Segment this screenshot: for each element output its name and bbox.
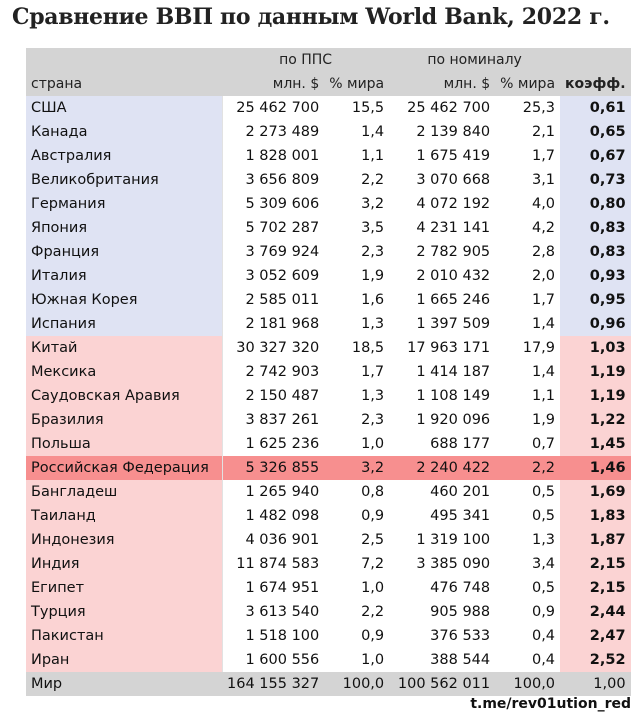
cell-nom-share: 17,9: [495, 336, 560, 360]
table-row: [26, 552, 631, 576]
cell-country: Великобритания: [26, 168, 222, 192]
table-row: [26, 360, 631, 384]
cell-nom-share: 1,9: [495, 408, 560, 432]
cell-ppp-musd: 2 181 968: [222, 312, 324, 336]
table-row: [26, 168, 631, 192]
cell-country: Турция: [26, 600, 222, 624]
cell-country: Франция: [26, 240, 222, 264]
cell-country: Пакистан: [26, 624, 222, 648]
cell-coef: 1,19: [560, 384, 631, 408]
cell-nom-musd: 2 240 422: [389, 456, 495, 480]
cell-coef: 0,80: [560, 192, 631, 216]
cell-nom-share: 0,5: [495, 504, 560, 528]
header-blank: [26, 48, 222, 72]
table-row: [26, 120, 631, 144]
cell-nom-musd: 1 665 246: [389, 288, 495, 312]
cell-coef: 0,93: [560, 264, 631, 288]
cell-nom-share: 25,3: [495, 96, 560, 120]
table-row: [26, 312, 631, 336]
cell-country: Индонезия: [26, 528, 222, 552]
cell-ppp-share: 2,2: [324, 600, 389, 624]
header-group-nominal: по номиналу: [389, 48, 560, 72]
header-column-row: [26, 72, 631, 96]
cell-ppp-share: 1,4: [324, 120, 389, 144]
cell-country: Южная Корея: [26, 288, 222, 312]
cell-nom-musd: 2 010 432: [389, 264, 495, 288]
cell-nom-musd: 1 920 096: [389, 408, 495, 432]
cell-nom-share: 0,7: [495, 432, 560, 456]
cell-country: Саудовская Аравия: [26, 384, 222, 408]
cell-nom-musd: 495 341: [389, 504, 495, 528]
table-row: [26, 600, 631, 624]
cell-ppp-musd: 30 327 320: [222, 336, 324, 360]
cell-coef: 1,22: [560, 408, 631, 432]
total-cell-ppp-musd: 164 155 327: [222, 672, 324, 696]
cell-ppp-musd: 1 518 100: [222, 624, 324, 648]
cell-nom-musd: 1 108 149: [389, 384, 495, 408]
cell-ppp-share: 1,0: [324, 432, 389, 456]
header-nom-musd: млн. $: [389, 72, 495, 96]
cell-coef: 0,95: [560, 288, 631, 312]
cell-nom-share: 4,2: [495, 216, 560, 240]
credit-link: t.me/rev01ution_red: [470, 696, 631, 712]
cell-ppp-musd: 5 326 855: [222, 456, 324, 480]
cell-nom-musd: 388 544: [389, 648, 495, 672]
cell-country: Польша: [26, 432, 222, 456]
cell-coef: 1,83: [560, 504, 631, 528]
cell-ppp-share: 2,3: [324, 240, 389, 264]
cell-nom-share: 2,1: [495, 120, 560, 144]
cell-coef: 2,15: [560, 576, 631, 600]
cell-country: Мексика: [26, 360, 222, 384]
cell-ppp-musd: 5 309 606: [222, 192, 324, 216]
total-cell-nom-musd: 100 562 011: [389, 672, 495, 696]
cell-country: Иран: [26, 648, 222, 672]
cell-ppp-musd: 2 150 487: [222, 384, 324, 408]
cell-ppp-share: 1,9: [324, 264, 389, 288]
cell-nom-musd: 460 201: [389, 480, 495, 504]
cell-country: Таиланд: [26, 504, 222, 528]
cell-ppp-share: 2,3: [324, 408, 389, 432]
cell-nom-musd: 3 070 668: [389, 168, 495, 192]
cell-ppp-share: 2,5: [324, 528, 389, 552]
table-row: [26, 504, 631, 528]
cell-ppp-share: 15,5: [324, 96, 389, 120]
cell-country: Индия: [26, 552, 222, 576]
cell-ppp-share: 3,2: [324, 456, 389, 480]
cell-nom-share: 1,3: [495, 528, 560, 552]
cell-nom-share: 1,4: [495, 312, 560, 336]
cell-country: Китай: [26, 336, 222, 360]
cell-coef: 0,67: [560, 144, 631, 168]
cell-ppp-musd: 3 656 809: [222, 168, 324, 192]
cell-country: Германия: [26, 192, 222, 216]
cell-nom-musd: 17 963 171: [389, 336, 495, 360]
cell-country: Египет: [26, 576, 222, 600]
cell-country: Япония: [26, 216, 222, 240]
header-group-row: [26, 48, 631, 72]
cell-ppp-musd: 5 702 287: [222, 216, 324, 240]
cell-nom-musd: 2 139 840: [389, 120, 495, 144]
cell-ppp-musd: 2 273 489: [222, 120, 324, 144]
header-coef: коэфф.: [560, 72, 631, 96]
cell-ppp-musd: 1 828 001: [222, 144, 324, 168]
cell-ppp-share: 1,0: [324, 576, 389, 600]
cell-nom-musd: 476 748: [389, 576, 495, 600]
table-row: [26, 648, 631, 672]
table-row: [26, 240, 631, 264]
cell-coef: 0,83: [560, 216, 631, 240]
total-cell-ppp-share: 100,0: [324, 672, 389, 696]
cell-ppp-share: 3,5: [324, 216, 389, 240]
cell-ppp-musd: 11 874 583: [222, 552, 324, 576]
cell-coef: 0,65: [560, 120, 631, 144]
header-ppp-share: % мира: [324, 72, 389, 96]
cell-ppp-musd: 3 052 609: [222, 264, 324, 288]
cell-ppp-share: 0,9: [324, 624, 389, 648]
cell-coef: 1,03: [560, 336, 631, 360]
total-cell-nom-share: 100,0: [495, 672, 560, 696]
cell-ppp-share: 7,2: [324, 552, 389, 576]
cell-nom-share: 2,0: [495, 264, 560, 288]
cell-nom-share: 1,1: [495, 384, 560, 408]
cell-nom-share: 0,4: [495, 648, 560, 672]
cell-nom-musd: 4 072 192: [389, 192, 495, 216]
cell-nom-share: 3,1: [495, 168, 560, 192]
cell-ppp-musd: 1 600 556: [222, 648, 324, 672]
cell-nom-share: 0,9: [495, 600, 560, 624]
cell-nom-share: 1,7: [495, 144, 560, 168]
cell-coef: 2,52: [560, 648, 631, 672]
cell-ppp-share: 1,7: [324, 360, 389, 384]
table-row: [26, 336, 631, 360]
cell-ppp-musd: 1 265 940: [222, 480, 324, 504]
table-row: [26, 432, 631, 456]
cell-nom-share: 4,0: [495, 192, 560, 216]
cell-ppp-musd: 3 769 924: [222, 240, 324, 264]
cell-coef: 0,73: [560, 168, 631, 192]
cell-nom-musd: 1 414 187: [389, 360, 495, 384]
table-row: [26, 528, 631, 552]
cell-nom-musd: 905 988: [389, 600, 495, 624]
header-nom-share: % мира: [495, 72, 560, 96]
cell-country: США: [26, 96, 222, 120]
cell-nom-share: 1,7: [495, 288, 560, 312]
cell-nom-musd: 2 782 905: [389, 240, 495, 264]
cell-nom-musd: 1 319 100: [389, 528, 495, 552]
cell-ppp-share: 3,2: [324, 192, 389, 216]
cell-ppp-share: 18,5: [324, 336, 389, 360]
cell-ppp-musd: 1 625 236: [222, 432, 324, 456]
cell-ppp-musd: 2 742 903: [222, 360, 324, 384]
cell-country: Италия: [26, 264, 222, 288]
table-row: [26, 408, 631, 432]
cell-ppp-share: 1,1: [324, 144, 389, 168]
cell-ppp-musd: 1 482 098: [222, 504, 324, 528]
cell-ppp-musd: 25 462 700: [222, 96, 324, 120]
total-row: [26, 672, 631, 696]
cell-country: Испания: [26, 312, 222, 336]
header-country: страна: [26, 72, 222, 96]
cell-country: Австралия: [26, 144, 222, 168]
cell-nom-musd: 1 397 509: [389, 312, 495, 336]
cell-ppp-musd: 3 837 261: [222, 408, 324, 432]
cell-ppp-musd: 3 613 540: [222, 600, 324, 624]
cell-coef: 2,44: [560, 600, 631, 624]
cell-ppp-musd: 1 674 951: [222, 576, 324, 600]
gdp-table: [26, 48, 631, 696]
cell-nom-musd: 376 533: [389, 624, 495, 648]
table-row: [26, 624, 631, 648]
table-row: [26, 480, 631, 504]
table-row: [26, 576, 631, 600]
cell-nom-musd: 4 231 141: [389, 216, 495, 240]
cell-coef: 2,15: [560, 552, 631, 576]
cell-coef: 1,87: [560, 528, 631, 552]
cell-coef: 0,83: [560, 240, 631, 264]
cell-ppp-share: 1,3: [324, 384, 389, 408]
header-ppp-musd: млн. $: [222, 72, 324, 96]
cell-ppp-share: 1,0: [324, 648, 389, 672]
cell-ppp-share: 1,6: [324, 288, 389, 312]
cell-nom-share: 0,5: [495, 576, 560, 600]
table-row: [26, 192, 631, 216]
table-row: [26, 264, 631, 288]
cell-nom-share: 2,8: [495, 240, 560, 264]
cell-country: Канада: [26, 120, 222, 144]
cell-nom-musd: 1 675 419: [389, 144, 495, 168]
table-row: [26, 288, 631, 312]
cell-ppp-share: 2,2: [324, 168, 389, 192]
cell-ppp-musd: 2 585 011: [222, 288, 324, 312]
cell-nom-share: 3,4: [495, 552, 560, 576]
cell-coef: 1,46: [560, 456, 631, 480]
table-row: [26, 216, 631, 240]
table-row: [26, 144, 631, 168]
cell-ppp-musd: 4 036 901: [222, 528, 324, 552]
cell-coef: 0,96: [560, 312, 631, 336]
cell-country: Бангладеш: [26, 480, 222, 504]
cell-ppp-share: 1,3: [324, 312, 389, 336]
table-row: [26, 384, 631, 408]
cell-nom-musd: 25 462 700: [389, 96, 495, 120]
cell-ppp-share: 0,9: [324, 504, 389, 528]
cell-nom-share: 0,4: [495, 624, 560, 648]
table-row: [26, 456, 631, 480]
cell-nom-share: 2,2: [495, 456, 560, 480]
cell-nom-share: 1,4: [495, 360, 560, 384]
cell-nom-musd: 688 177: [389, 432, 495, 456]
total-cell-country: Мир: [26, 672, 222, 696]
cell-ppp-share: 0,8: [324, 480, 389, 504]
cell-coef: 2,47: [560, 624, 631, 648]
cell-coef: 0,61: [560, 96, 631, 120]
cell-nom-share: 0,5: [495, 480, 560, 504]
cell-coef: 1,69: [560, 480, 631, 504]
header-group-ppp: по ППС: [222, 48, 389, 72]
cell-nom-musd: 3 385 090: [389, 552, 495, 576]
page-title: Сравнение ВВП по данным World Bank, 2022 г.: [12, 4, 610, 30]
cell-country: Российская Федерация: [26, 456, 222, 480]
cell-country: Бразилия: [26, 408, 222, 432]
header-blank-coef: [560, 48, 631, 72]
table-row: [26, 96, 631, 120]
cell-coef: 1,19: [560, 360, 631, 384]
total-cell-coef: 1,00: [560, 672, 631, 696]
cell-coef: 1,45: [560, 432, 631, 456]
